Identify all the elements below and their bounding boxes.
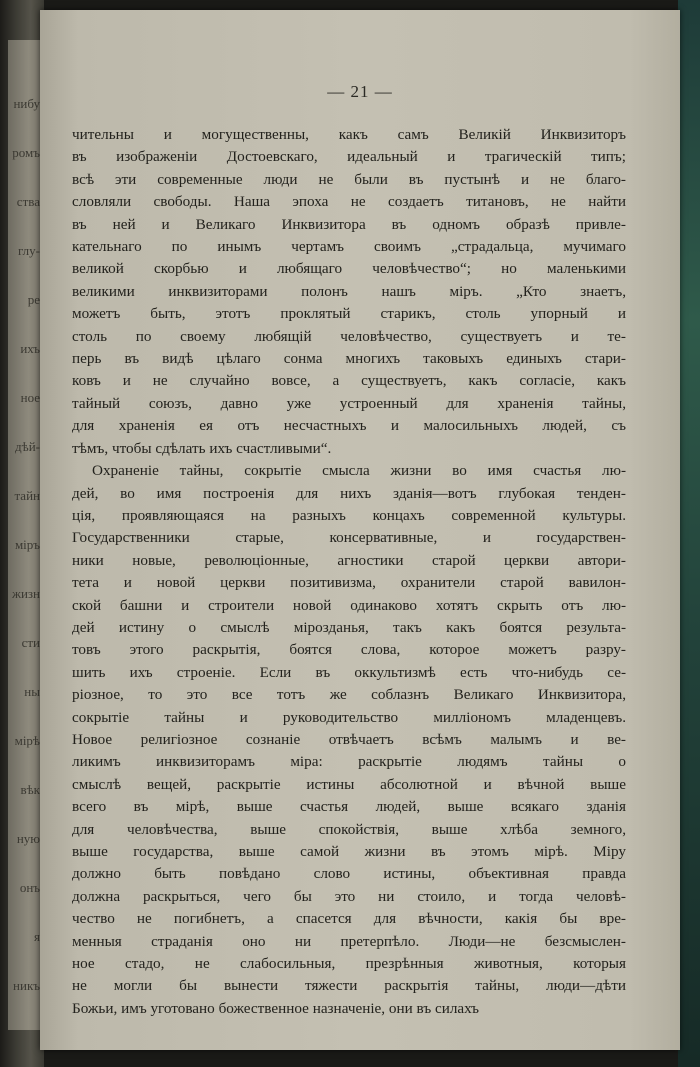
- page-body-text: [72, 124, 626, 1020]
- facing-page-text-fragment: дѣй-: [15, 439, 40, 454]
- text-line: тѣмъ, чтобы сдѣлать ихъ счастливыми“.: [72, 439, 332, 457]
- facing-page-text-fragment: ихъ: [20, 341, 40, 356]
- text-line: великой скорбью и любящаго человѣчество“; но маленькими: [72, 260, 626, 278]
- facing-page-text-fragment: нибу: [13, 96, 40, 111]
- facing-page-text-fragment: ное: [20, 390, 40, 405]
- text-line: ликимъ инквизиторамъ мiра: раскрытiе людямъ тайны о: [72, 753, 626, 771]
- text-line: товъ этого раскрытiя, боятся слова, которое можетъ разру-: [72, 641, 626, 659]
- text-line: ное стадо, не слабосильныя, презрѣнныя животныя, которыя: [72, 955, 626, 973]
- text-line: выше государства, выше самой жизни въ этомъ мiрѣ. Мiру: [72, 843, 626, 860]
- facing-page-text-fragment: жизн: [11, 586, 40, 601]
- facing-page-edge: [8, 40, 42, 1030]
- text-line: Божьи, имъ уготовано божественное назначенiе, они въ силахъ: [72, 999, 480, 1017]
- text-line: перь въ видѣ цѣлаго сонма многихъ таковыхъ единыхъ стари-: [72, 350, 626, 368]
- facing-page-text-fragment: ре: [27, 292, 40, 307]
- text-line: чительны и могущественны, какъ самъ Великiй Инквизиторъ: [72, 126, 626, 143]
- text-line: Охраненiе тайны, сокрытiе смысла жизни во имя счастья лю-: [92, 462, 626, 480]
- text-line: всѣ эти современные люди не были въ пустынѣ и не благо-: [72, 170, 626, 188]
- text-line: кательнаго по инымъ чертамъ своимъ „страдальца, мучимаго: [72, 238, 626, 256]
- book-cover-edge: [678, 0, 700, 1067]
- text-line: ской башни и строители новой одинаково хотятъ скрыть отъ лю-: [72, 596, 626, 614]
- text-line: не могли бы вынести тяжести раскрытiя тайны, люди—дѣти: [72, 977, 626, 995]
- text-line: смыслѣ вещей, раскрытiе истины абсолютной и вѣчной выше: [72, 775, 626, 793]
- text-line: дей истину о смыслѣ мiрозданья, такъ какъ боятся результа-: [72, 618, 626, 636]
- text-line: должна раскрыться, чего бы это ни стоило, и тогда человѣ-: [72, 887, 626, 905]
- text-line: менныя страданiя оно ни претерпѣло. Люди—не безсмыслен-: [72, 932, 626, 950]
- facing-page-text-fragment: ную: [16, 831, 40, 846]
- facing-page-text-fragment: тайн: [14, 488, 40, 503]
- text-line: должно быть повѣдано слово истины, объективная правда: [72, 865, 626, 883]
- text-line: можетъ быть, этотъ проклятый старикъ, столь упорный и: [72, 305, 626, 323]
- text-line: столь по своему любящiй человѣчество, существуетъ и те-: [72, 327, 626, 345]
- text-line: для человѣчества, выше спокойствiя, выше хлѣба земного,: [72, 820, 626, 838]
- text-line: цiя, проявляющаяся на разныхъ концахъ современной культуры.: [72, 506, 626, 524]
- page-number: — 21 —: [327, 82, 393, 101]
- facing-page-text-fragment: никъ: [13, 978, 40, 993]
- text-line: дей, во имя построенiя для нихъ зданiя—вотъ глубокая тенден-: [72, 484, 626, 502]
- text-line: тайный союзъ, давно уже устроенный для храненiя тайны,: [72, 394, 626, 412]
- text-line: чество не погибнетъ, а спасется для вѣчности, какiя бы вре-: [72, 910, 626, 928]
- text-line: тета и новой церкви позитивизма, охранители старой вавилон-: [72, 574, 626, 592]
- facing-page-text-fragment: онъ: [19, 880, 40, 895]
- facing-page-text-fragment: ны: [24, 684, 40, 699]
- text-line: шить ихъ строенiе. Если въ оккультизмѣ есть что-нибудь се-: [72, 663, 626, 681]
- text-line: Новое религiозное сознанiе отвѣчаетъ всѣмъ малымъ и ве-: [72, 730, 626, 748]
- book-page: [40, 10, 680, 1050]
- facing-page-text-fragment: вѣк: [20, 782, 40, 797]
- text-line: ники новые, революцiонные, агностики старой церкви автори-: [72, 551, 626, 569]
- text-line: для храненiя ея отъ несчастныхъ и малосильныхъ людей, съ: [72, 417, 626, 435]
- facing-page-text-fragment: ромъ: [12, 145, 40, 160]
- text-line: сокрытiе тайны и руководительство миллiономъ младенцевъ.: [72, 708, 626, 726]
- facing-page-text-fragment: мiрѣ: [14, 733, 40, 748]
- text-line: великими инквизиторами полонъ нашъ мiръ. „Кто знаетъ,: [72, 282, 626, 300]
- text-line: рiозное, то это все тотъ же соблазнъ Великаго Инквизитора,: [72, 686, 626, 704]
- facing-page-text-fragment: мiръ: [14, 537, 40, 552]
- text-line: въ изображенiи Достоевскаго, идеальный и трагическiй типъ;: [72, 148, 626, 166]
- facing-page-text-fragment: глу-: [18, 243, 40, 258]
- facing-page-text-fragment: сти: [21, 635, 40, 650]
- text-line: Государственники старые, консервативные, и государствен-: [72, 529, 626, 547]
- text-line: въ ней и Великаго Инквизитора въ одномъ образѣ привле-: [72, 215, 626, 233]
- facing-page-text-fragment: ства: [16, 194, 40, 209]
- text-line: словляли свободы. Наша эпоха не создаетъ титановъ, не найти: [72, 193, 626, 211]
- facing-page-text-fragment: я: [34, 929, 40, 944]
- text-line: ковъ и не случайно вовсе, а существуетъ, какъ согласie, какъ: [72, 372, 626, 390]
- text-line: всего въ мiрѣ, выше счастья людей, выше всякаго зданiя: [72, 798, 626, 816]
